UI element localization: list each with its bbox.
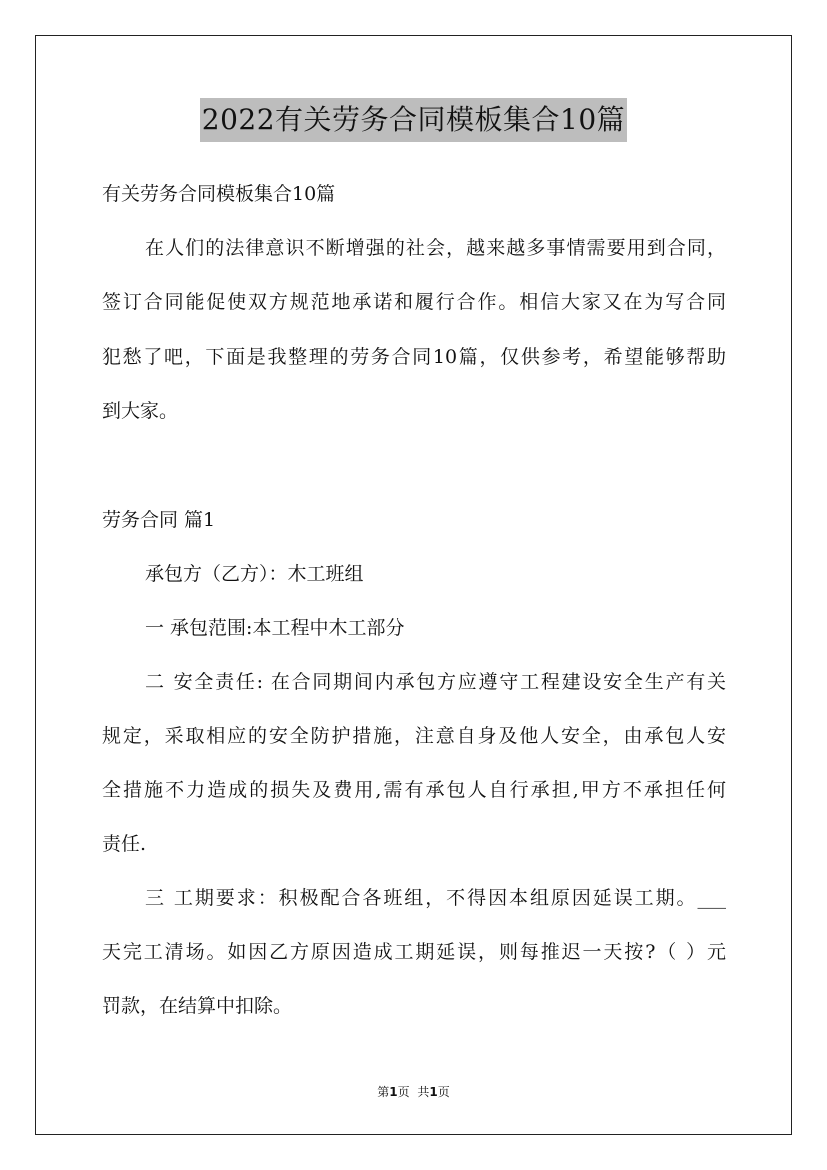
intro-line-2: 签订合同能促使双方规范地承诺和履行合作。相信大家又在为写合同	[102, 291, 726, 313]
intro-line-4: 到大家。	[102, 400, 179, 422]
page-footer	[0, 1084, 827, 1100]
footer-total-number: 1	[429, 1085, 438, 1099]
footer-total-prefix: 共	[417, 1085, 430, 1099]
intro-line-1: 在人们的法律意识不断增强的社会，越来越多事情需要用到合同，	[145, 237, 726, 259]
clause-three-line-3: 罚款，在结算中扣除。	[102, 995, 293, 1017]
document-title-text: 2022有关劳务合同模板集合10篇	[200, 98, 627, 142]
clause-two-line-2: 规定，采取相应的安全防护措施，注意自身及他人安全，由承包人安	[102, 725, 726, 747]
clause-three-line-1: 三 工期要求：积极配合各班组，不得因本组原因延误工期。___	[145, 887, 726, 909]
footer-page-number: 1	[389, 1085, 398, 1099]
intro-line-3: 犯愁了吧，下面是我整理的劳务合同10篇，仅供参考，希望能够帮助	[102, 346, 726, 368]
clause-three-line-2: 天完工清场。如因乙方原因造成工期延误，则每推迟一天按?（ ）元	[102, 941, 726, 963]
clause-two-line-3: 全措施不力造成的损失及费用,需有承包人自行承担,甲方不承担任何	[102, 779, 726, 801]
document-subtitle: 有关劳务合同模板集合10篇	[102, 183, 336, 205]
section-heading: 劳务合同 篇1	[102, 509, 216, 531]
footer-total-suffix: 页	[437, 1085, 450, 1099]
contractor-line: 承包方（乙方）：木工班组	[145, 563, 364, 585]
document-title	[0, 98, 827, 142]
clause-two-line-1: 二 安全责任: 在合同期间内承包方应遵守工程建设安全生产有关	[145, 671, 726, 693]
clause-two-line-4: 责任.	[102, 833, 147, 855]
footer-page-prefix: 第	[377, 1085, 390, 1099]
clause-one: 一 承包范围:本工程中木工部分	[145, 617, 405, 639]
footer-page-suffix: 页	[397, 1085, 410, 1099]
